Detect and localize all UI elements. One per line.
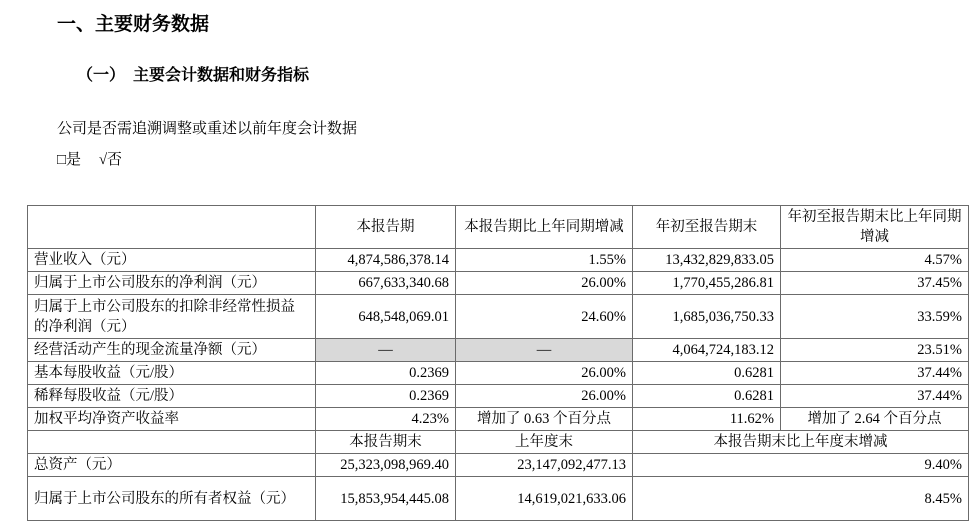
cell-value-na: — <box>456 339 633 362</box>
col-header-end-change: 本报告期末比上年度末增减 <box>633 431 969 454</box>
cell-value: 0.6281 <box>633 362 781 385</box>
row-label: 营业收入（元） <box>28 249 316 272</box>
cell-value: 23.51% <box>781 339 969 362</box>
cell-value: 37.44% <box>781 362 969 385</box>
cell-value: 15,853,954,445.08 <box>316 477 456 521</box>
cell-value: 增加了 0.63 个百分点 <box>456 408 633 431</box>
cell-value: 648,548,069.01 <box>316 295 456 339</box>
checkbox-no-checked: √否 <box>98 152 123 168</box>
financial-data-table <box>27 205 969 521</box>
col-header-ytd-change: 年初至报告期末比上年同期增减 <box>781 206 969 249</box>
table-row-owners-equity <box>28 477 969 521</box>
col-header-period-change: 本报告期比上年同期增减 <box>456 206 633 249</box>
col-header-current-end: 本报告期末 <box>316 431 456 454</box>
section-title: 一、主要财务数据 <box>57 14 210 35</box>
col-header-ytd: 年初至报告期末 <box>633 206 781 249</box>
cell-value: 14,619,021,633.06 <box>456 477 633 521</box>
row-label: 稀释每股收益（元/股） <box>28 385 316 408</box>
row-label: 经营活动产生的现金流量净额（元） <box>28 339 316 362</box>
table-row-operating-cash-flow <box>28 339 969 362</box>
row-label: 基本每股收益（元/股） <box>28 362 316 385</box>
cell-value: 11.62% <box>633 408 781 431</box>
cell-value: 8.45% <box>633 477 969 521</box>
cell-value-na: — <box>316 339 456 362</box>
row-label: 归属于上市公司股东的净利润（元） <box>28 272 316 295</box>
row-label: 归属于上市公司股东的扣除非经常性损益的净利润（元） <box>28 295 316 339</box>
subsection-title: （一） 主要会计数据和财务指标 <box>77 67 310 84</box>
cell-value: 1,770,455,286.81 <box>633 272 781 295</box>
table-row-basic-eps <box>28 362 969 385</box>
cell-value: 9.40% <box>633 454 969 477</box>
row-label: 加权平均净资产收益率 <box>28 408 316 431</box>
table-header-row <box>28 206 969 249</box>
table-row-net-profit <box>28 272 969 295</box>
cell-value: 26.00% <box>456 385 633 408</box>
cell-value: 26.00% <box>456 362 633 385</box>
restatement-question: 公司是否需追溯调整或重述以前年度会计数据 <box>57 121 358 137</box>
cell-value: 37.45% <box>781 272 969 295</box>
cell-value: 23,147,092,477.13 <box>456 454 633 477</box>
row-label: 归属于上市公司股东的所有者权益（元） <box>28 477 316 521</box>
cell-value: 4.57% <box>781 249 969 272</box>
cell-value: 667,633,340.68 <box>316 272 456 295</box>
corner-cell <box>28 431 316 454</box>
cell-value: 0.2369 <box>316 385 456 408</box>
row-label: 总资产（元） <box>28 454 316 477</box>
cell-value: 0.6281 <box>633 385 781 408</box>
cell-value: 13,432,829,833.05 <box>633 249 781 272</box>
cell-value: 25,323,098,969.40 <box>316 454 456 477</box>
cell-value: 4,064,724,183.12 <box>633 339 781 362</box>
col-header-period: 本报告期 <box>316 206 456 249</box>
cell-value: 0.2369 <box>316 362 456 385</box>
cell-value: 1,685,036,750.33 <box>633 295 781 339</box>
table-row-revenue <box>28 249 969 272</box>
restatement-answer <box>57 152 971 169</box>
col-header-prior-year-end: 上年度末 <box>456 431 633 454</box>
cell-value: 37.44% <box>781 385 969 408</box>
cell-value: 4.23% <box>316 408 456 431</box>
table-row-diluted-eps <box>28 385 969 408</box>
cell-value: 4,874,586,378.14 <box>316 249 456 272</box>
report-page <box>0 14 971 530</box>
table-subheader-row <box>28 431 969 454</box>
table-row-deducted-net-profit <box>28 295 969 339</box>
table-row-total-assets <box>28 454 969 477</box>
corner-cell <box>28 206 316 249</box>
cell-value: 33.59% <box>781 295 969 339</box>
cell-value: 24.60% <box>456 295 633 339</box>
cell-value: 1.55% <box>456 249 633 272</box>
table-row-weighted-avg-roe <box>28 408 969 431</box>
checkbox-yes: □是 <box>57 152 82 168</box>
cell-value: 26.00% <box>456 272 633 295</box>
cell-value: 增加了 2.64 个百分点 <box>781 408 969 431</box>
